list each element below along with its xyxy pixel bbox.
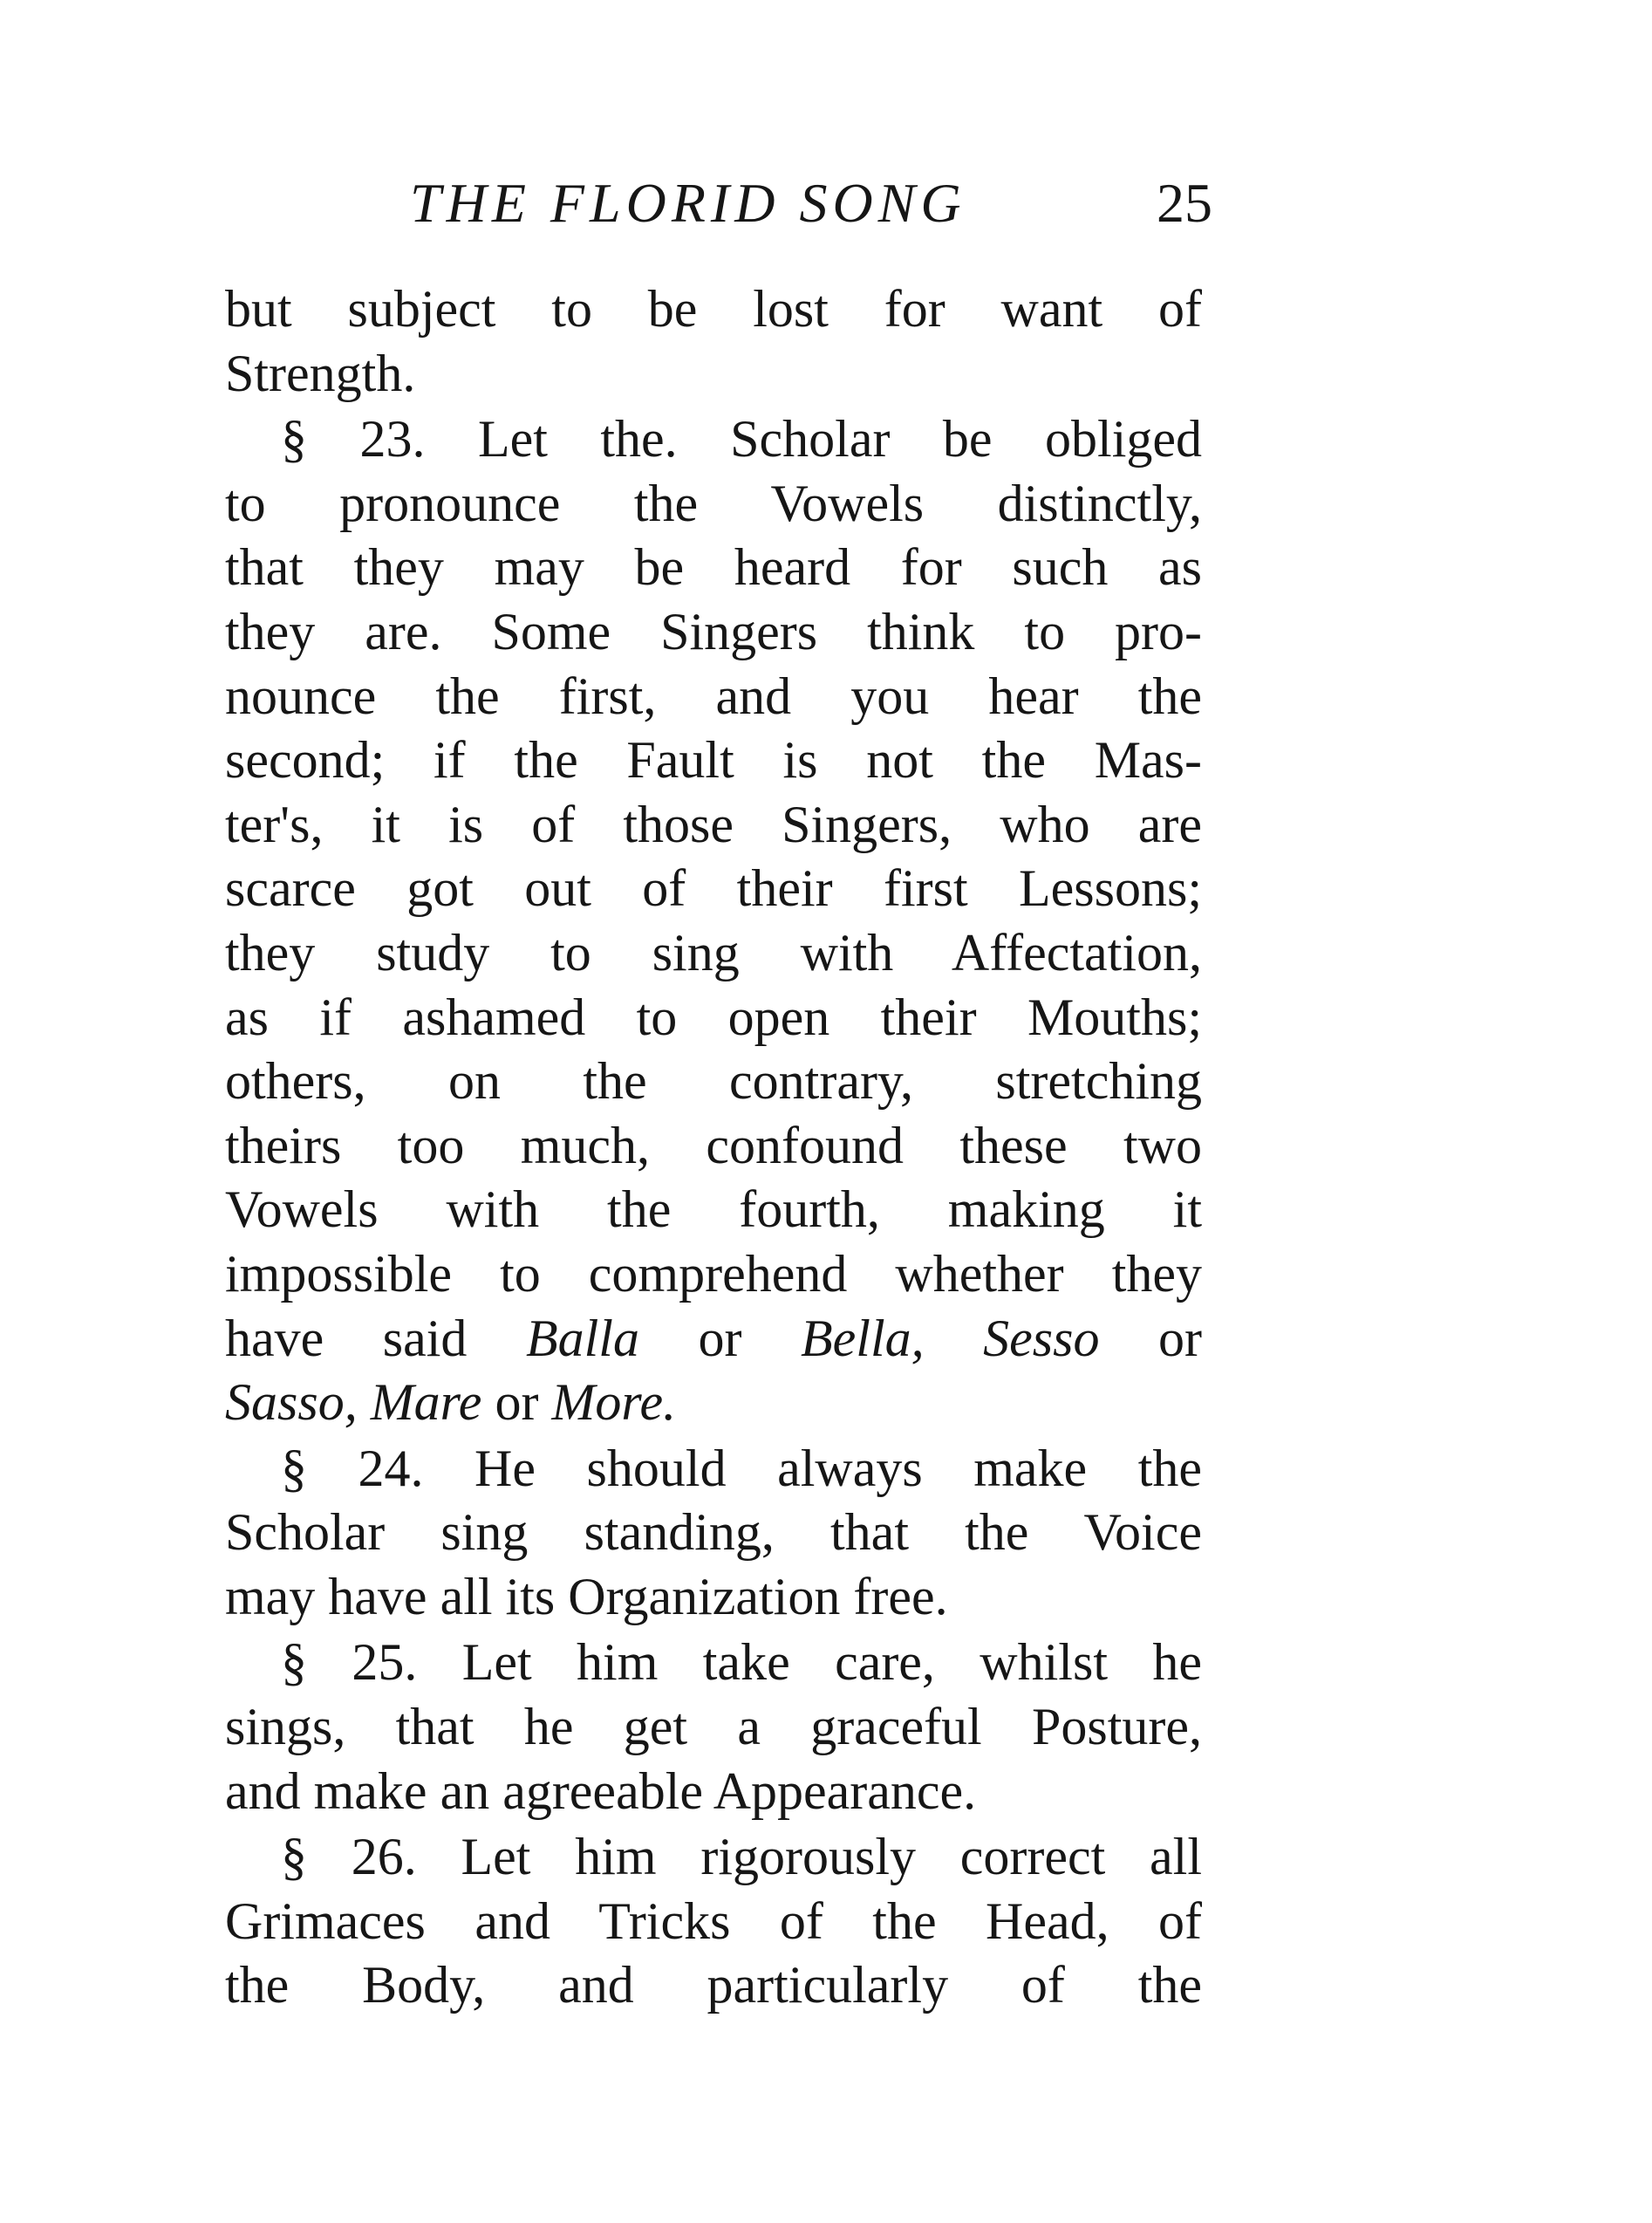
text-line: that they may be heard for such as xyxy=(225,538,1202,597)
italic-word-mare: Mare xyxy=(370,1373,482,1432)
text-line: they are. Some Singers think to pro- xyxy=(225,602,1202,660)
text-line: but subject to be lost for want of xyxy=(225,280,1202,338)
body-text xyxy=(225,277,1202,2018)
paragraph-25-start: § 25. Let him take care, whilst he xyxy=(281,1633,1202,1692)
text-line: scarce got out of their first Lessons; xyxy=(225,859,1202,918)
text-line: may have all its Organization free. xyxy=(225,1567,948,1625)
text-line: as if ashamed to open their Mouths; xyxy=(225,988,1202,1046)
italic-word-bella: Bella, xyxy=(801,1309,925,1367)
running-header xyxy=(410,164,1212,243)
text-line: Vowels with the fourth, making it xyxy=(225,1180,1202,1239)
text-line: sings, that he get a graceful Posture, xyxy=(225,1698,1202,1756)
italic-word-balla: Balla xyxy=(525,1309,639,1367)
text-line-italic-examples xyxy=(225,1371,1202,1435)
text-line: they study to sing with Affectation, xyxy=(225,923,1202,982)
text-line: and make an agreeable Appearance. xyxy=(225,1761,977,1820)
text-line: Strength. xyxy=(225,344,416,402)
text-line: nounce the first, and you hear the xyxy=(225,667,1202,725)
text-line: second; if the Fault is not the Mas- xyxy=(225,731,1202,790)
page-number: 25 xyxy=(1157,172,1212,234)
text-line: theirs too much, confound these two xyxy=(225,1116,1202,1174)
italic-word-sesso: Sesso xyxy=(983,1309,1100,1367)
text-line: to pronounce the Vowels distinctly, xyxy=(225,474,1202,532)
text-fragment: have said xyxy=(225,1309,526,1367)
text-fragment xyxy=(925,1310,984,1367)
text-line: Scholar sing standing, that the Voice xyxy=(225,1503,1202,1562)
italic-word-more: More. xyxy=(551,1373,677,1432)
italic-word-sasso: Sasso, xyxy=(225,1373,358,1432)
text-fragment: or xyxy=(481,1373,552,1432)
text-line: impossible to comprehend whether they xyxy=(225,1244,1202,1303)
text-line: the Body, and particularly of the xyxy=(225,1956,1202,2014)
text-fragment: or xyxy=(1099,1309,1203,1367)
text-line: Grimaces and Tricks of the Head, of xyxy=(225,1891,1202,1950)
paragraph-24-start: § 24. He should always make the xyxy=(281,1439,1202,1497)
text-fragment: or xyxy=(638,1309,801,1367)
text-line-italic-examples xyxy=(225,1307,1202,1371)
text-line: others, on the contrary, stretching xyxy=(225,1052,1202,1111)
paragraph-26-start: § 26. Let him rigorously correct all xyxy=(281,1828,1202,1886)
paragraph-23-start: § 23. Let the. Scholar be obliged xyxy=(281,410,1202,469)
running-title: THE FLORID SONG xyxy=(410,172,966,234)
text-fragment xyxy=(358,1373,371,1431)
text-line: ter's, it is of those Singers, who are xyxy=(225,795,1202,853)
